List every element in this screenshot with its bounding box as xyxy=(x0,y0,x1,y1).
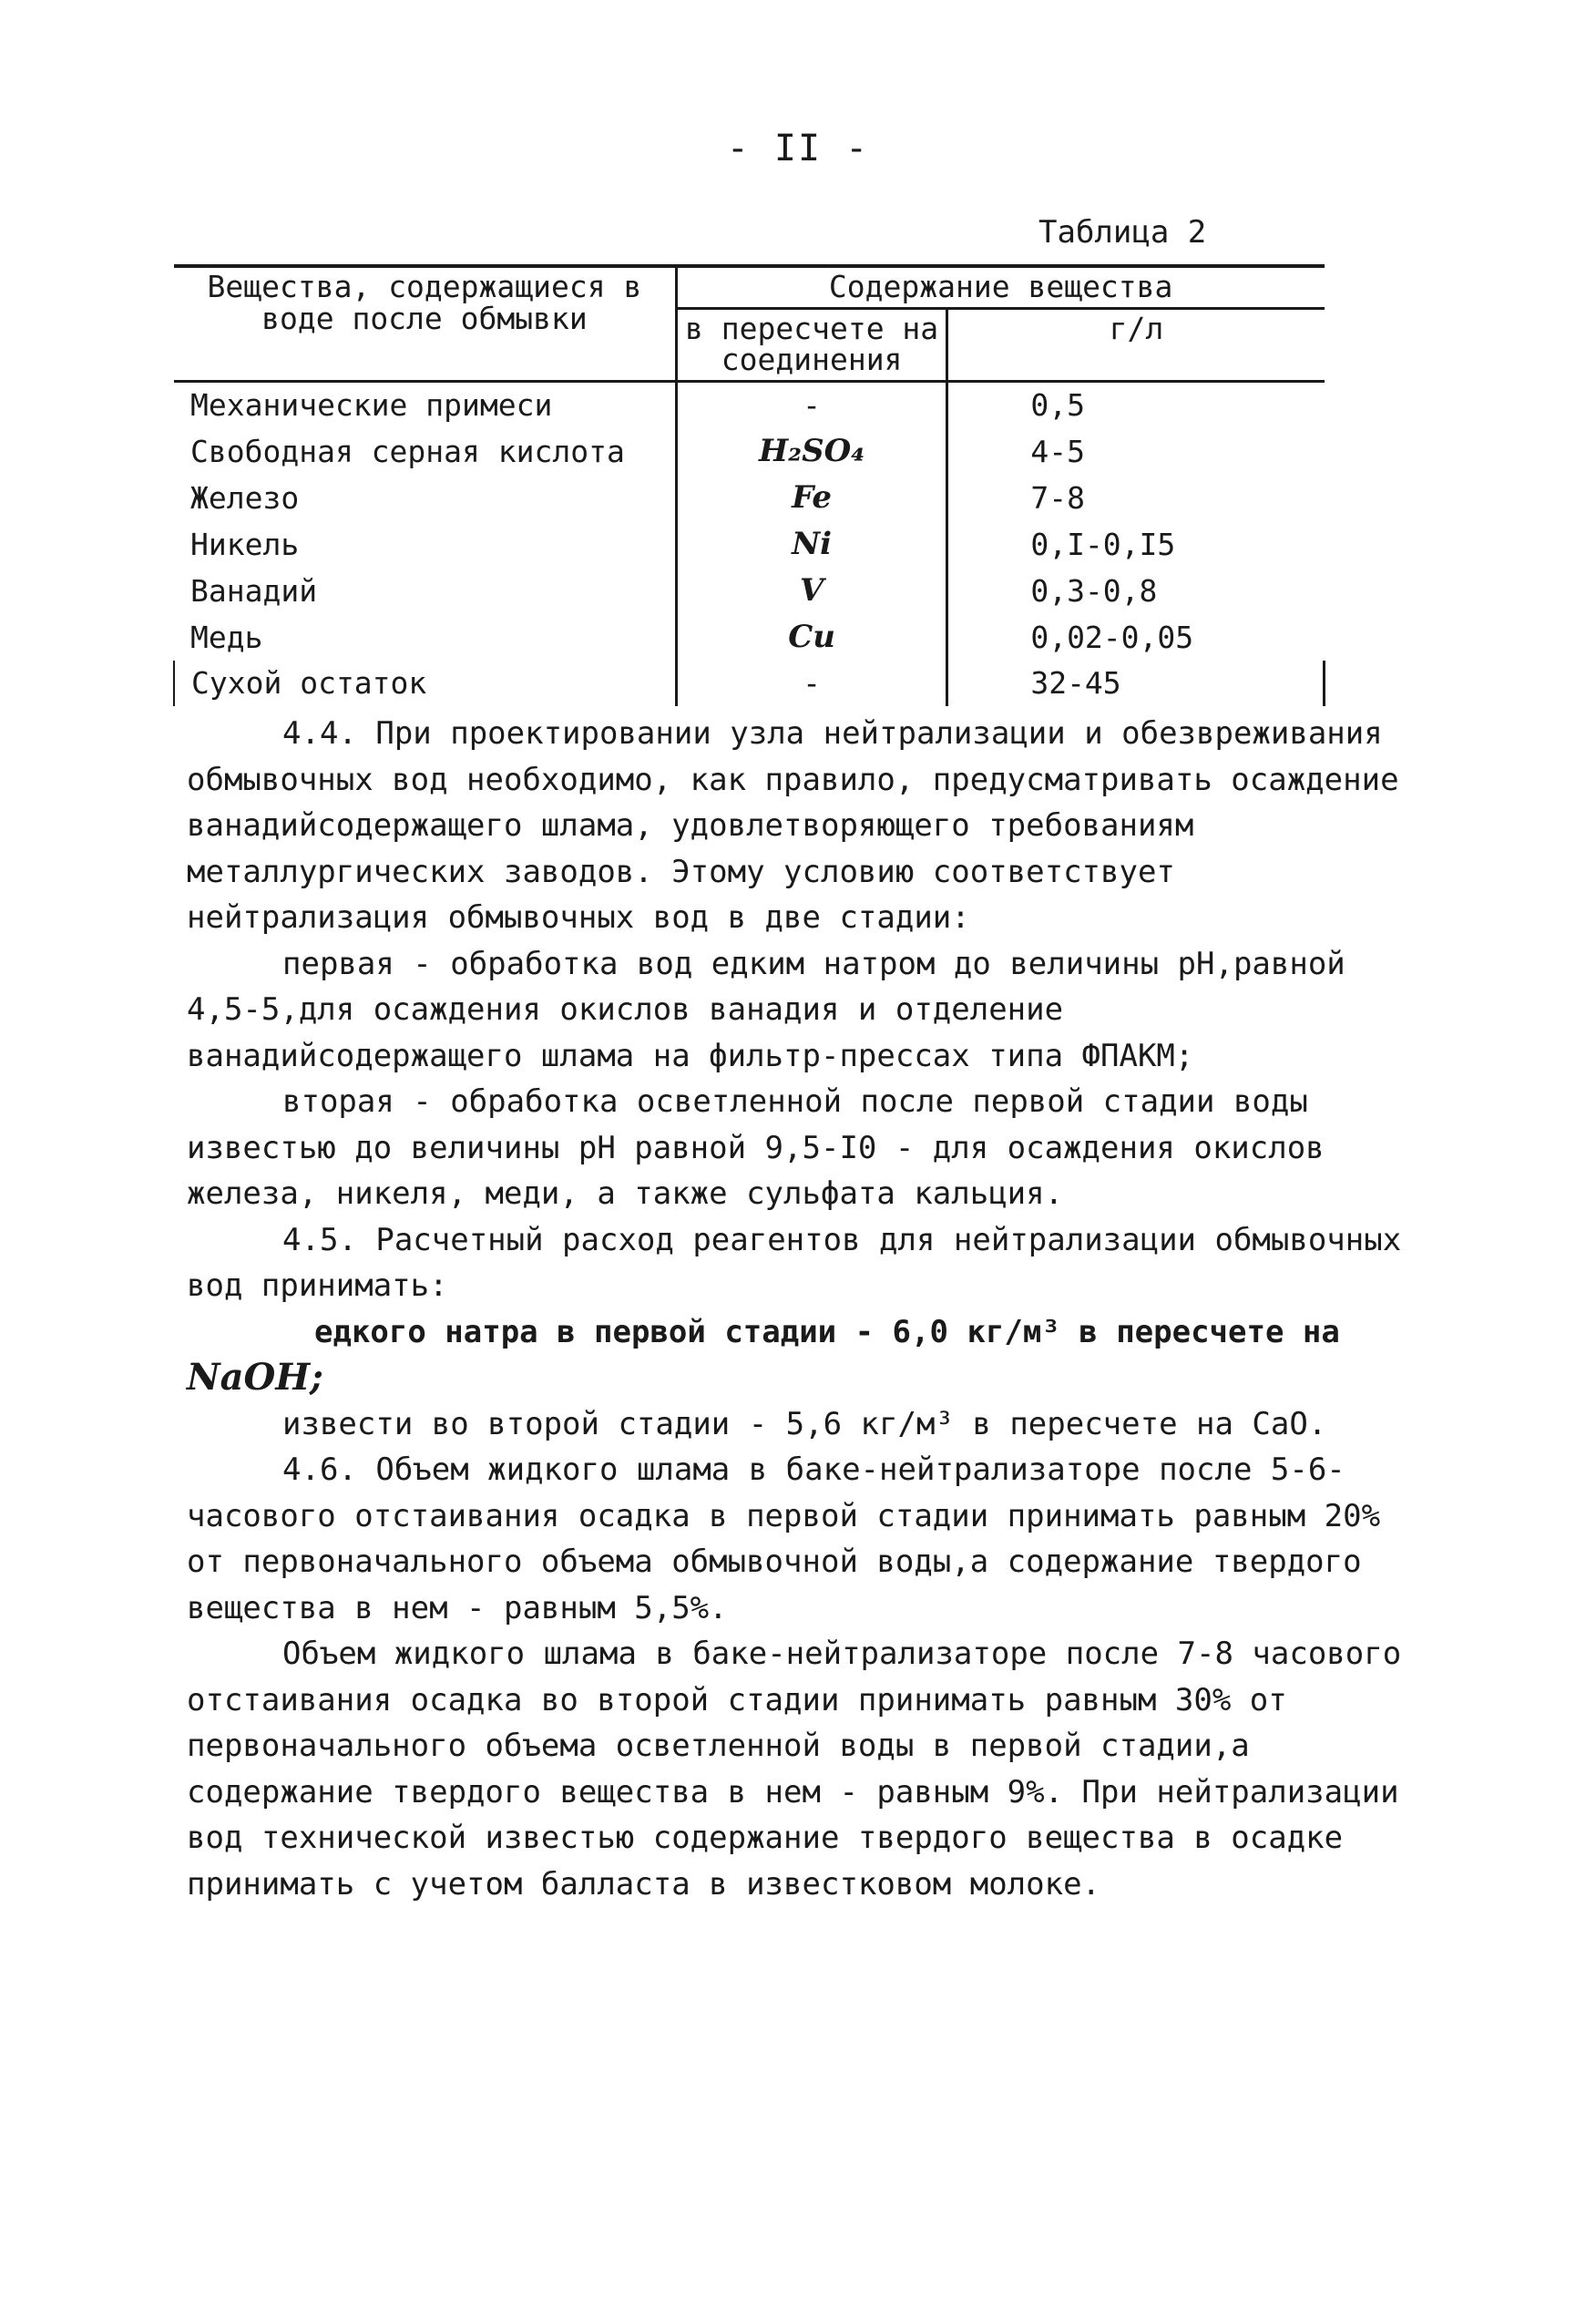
substance-name: Механические примеси xyxy=(190,387,553,424)
compound-cell: V xyxy=(676,568,946,614)
substance-name: Сухой остаток xyxy=(174,661,676,706)
naoh-formula: NaOH; xyxy=(187,1356,323,1399)
table-row xyxy=(174,661,1325,706)
value-cell: 0,3-0,8 xyxy=(1030,572,1158,609)
value-cell: 32-45 xyxy=(947,661,1325,706)
col-gl-header: г/л xyxy=(947,308,1325,381)
body-text xyxy=(187,711,1407,1907)
paragraph-4-6: 4.6. Объем жидкого шлама в баке-нейтрализаторе после 5-6-часового отстаивания осадка в первой стадии принимать равным 20% от первоначального объема обмывочной воды,а содержание твердого вещества в нем - равным 5,5%. xyxy=(187,1451,1381,1626)
value-cell: 0,02-0,05 xyxy=(1030,619,1194,655)
compound-cell: - xyxy=(676,381,946,428)
compound-cell: H₂SO₄ xyxy=(676,428,946,475)
substance-name: Свободная серная кислота xyxy=(190,433,625,469)
substances-table xyxy=(173,264,1325,706)
table-row xyxy=(174,428,1325,475)
table-caption: Таблица 2 xyxy=(1038,214,1207,251)
table-row xyxy=(174,614,1325,661)
table-row xyxy=(174,568,1325,614)
substance-name: Ванадий xyxy=(190,572,318,609)
col-substance-header: Вещества, содержащиеся в воде после обмывки xyxy=(174,266,676,381)
value-cell: 4-5 xyxy=(1030,433,1085,469)
lime-line: извести во второй стадии - 5,6 кг/м³ в пересчете на СаО. xyxy=(282,1405,1327,1442)
value-cell: 0,I-0,I5 xyxy=(1030,526,1176,562)
value-cell: 7-8 xyxy=(1030,479,1085,516)
compound-cell: Fe xyxy=(676,475,946,521)
compound-cell: - xyxy=(676,661,946,706)
table-row xyxy=(174,475,1325,521)
page-number: - II - xyxy=(726,128,870,169)
substance-name: Никель xyxy=(190,526,300,562)
paragraph-4-5: 4.5. Расчетный расход реагентов для нейтрализации обмывочных вод принимать: xyxy=(187,1221,1402,1304)
content-group-header: Содержание вещества xyxy=(676,266,1324,308)
compound-cell: Ni xyxy=(676,521,946,568)
table-row xyxy=(174,381,1325,428)
paragraph-4-6-continued: Объем жидкого шлама в баке-нейтрализаторе после 7-8 часового отстаивания осадка во второй стадии принимать равным 30% от первоначального объема осветленной воды в первой стадии,а содержание твердого вещества в нем - равным 9%. При нейтрализации вод технической известью содержание твердого вещества в осадке принимать с учетом балласта в известковом молоке. xyxy=(187,1636,1402,1903)
paragraph-4-4: 4.4. При проектировании узла нейтрализации и обезвреживания обмывочных вод необходимо, как правило, предусматривать осаждение ванадийсодержащего шлама, удовлетворяющего требованиям металлургических заводов. Этому условию соответствует нейтрализация обмывочных вод в две стадии: xyxy=(187,715,1399,936)
col-compound-header: в пересчете на соединения xyxy=(676,308,946,381)
paragraph-second-stage: вторая - обработка осветленной после первой стадии воды известью до величины рН равной 9,5-I0 - для осаждения окислов железа, никеля, меди, а также сульфата кальция. xyxy=(187,1083,1325,1212)
substance-name: Медь xyxy=(190,619,263,655)
paragraph-first-stage: первая - обработка вод едким натром до величины рН,равной 4,5-5,для осаждения окислов ванадия и отделение ванадийсодержащего шлама на фильтр-прессах типа ФПАКМ; xyxy=(187,945,1345,1074)
substance-name: Железо xyxy=(190,479,300,516)
compound-cell: Cu xyxy=(676,614,946,661)
value-cell: 0,5 xyxy=(1030,387,1085,424)
naoh-line: едкого натра в первой стадии - 6,0 кг/м³ в пересчете на xyxy=(314,1313,1340,1350)
table-row xyxy=(174,521,1325,568)
